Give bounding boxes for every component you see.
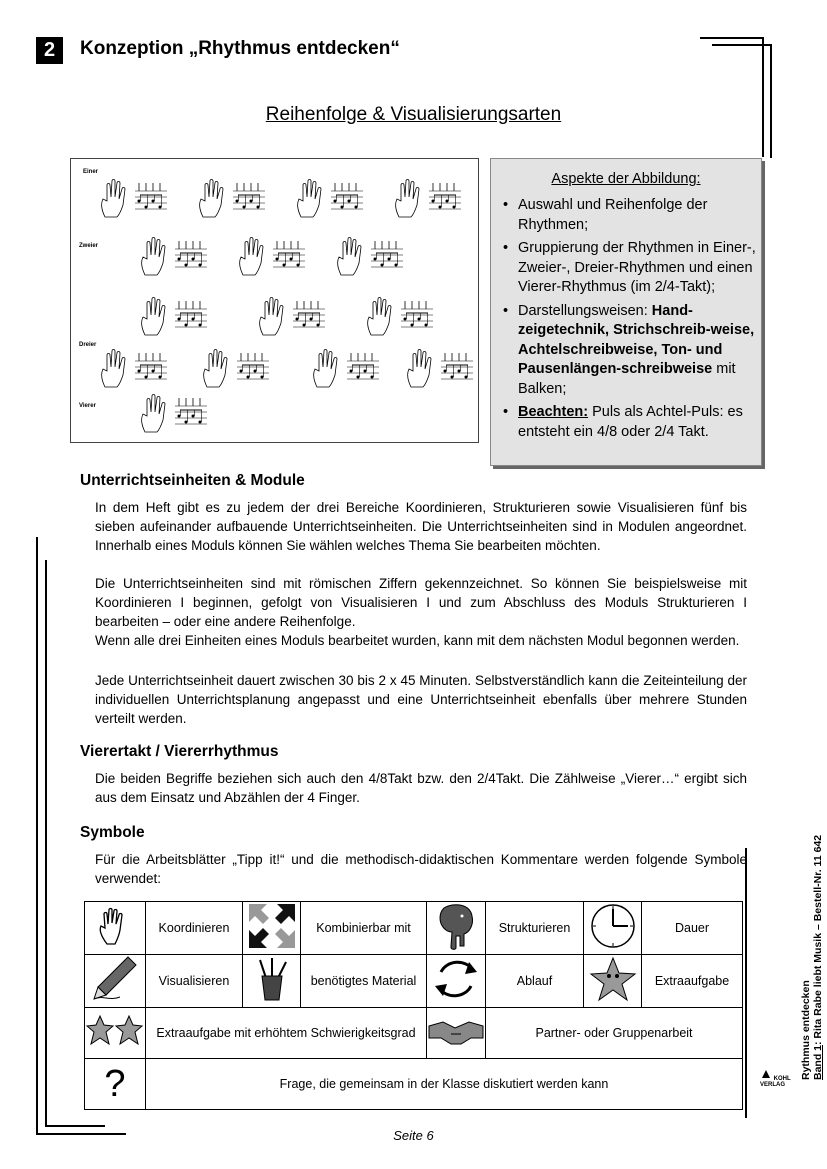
chapter-number: 2 (36, 37, 63, 64)
notation-mark (257, 206, 260, 209)
notation-mark (254, 370, 257, 373)
notation-mark (310, 318, 313, 321)
list-item: • Auswahl und Reihenfolge der Rhythmen; (501, 196, 756, 235)
notation-mark (296, 318, 299, 321)
notation-mark (290, 258, 293, 261)
notation-mark (341, 206, 344, 209)
symbol-label: Extraaufgabe mit erhöhtem Schwierigkeitsgrad (146, 1008, 427, 1059)
notation-mark (357, 376, 360, 379)
notation-mark (178, 258, 181, 261)
notation-mark (250, 200, 253, 203)
elephant-icon (427, 902, 486, 955)
notation-mark (283, 264, 286, 267)
notation-mark (371, 376, 374, 379)
symbol-label: benötigtes Material (301, 955, 427, 1008)
chapter-title: Konzeption „Rhythmus entdecken“ (80, 38, 400, 59)
figure-label: Vierer (79, 403, 96, 409)
notation-mark (368, 298, 433, 336)
side-publication-info: Rythmus entdecken Band 1: Rita Rabe liebt Musik – Bestell-Nr. 11 642 (800, 834, 824, 1080)
paragraph: Wenn alle drei Einheiten eines Moduls bearbeitet wurden, kann mit dem nächsten Modul begonnen werden. (95, 633, 740, 648)
list-item: • Beachten: Puls als Achtel-Puls: es entsteht ein 4/8 oder 2/4 Takt. (501, 403, 756, 442)
section-heading: Unterrichtseinheiten & Module (80, 472, 305, 489)
notation-mark (276, 258, 279, 261)
symbol-label: Strukturieren (486, 902, 584, 955)
notation-mark (199, 421, 202, 424)
notation-mark (348, 200, 351, 203)
symbols-table (84, 901, 743, 1110)
notation-mark (364, 370, 367, 373)
notation-mark (411, 324, 414, 327)
section-subtitle: Reihenfolge & Visualisierungsarten (265, 104, 562, 125)
hand-icon (85, 902, 146, 955)
notation-mark (178, 415, 181, 418)
notation-mark (240, 238, 263, 276)
notation-mark (425, 324, 428, 327)
notation-mark (418, 318, 421, 321)
notation-mark (102, 350, 167, 388)
notation-mark (303, 324, 306, 327)
notation-mark (395, 264, 398, 267)
publisher-logo: KOHL VERLAG (760, 1068, 800, 1088)
aspects-list (501, 196, 756, 446)
section-heading: Vierertakt / Viererrhythmus (80, 743, 279, 760)
section-heading: Symbole (80, 824, 145, 841)
notation-mark (298, 180, 363, 218)
notation-mark (240, 370, 243, 373)
symbol-label: Partner- oder Gruppenarbeit (486, 1008, 743, 1059)
aspects-box (490, 158, 762, 466)
handshake-icon (427, 1008, 486, 1059)
notation-mark (451, 376, 454, 379)
symbol-label: Koordinieren (146, 902, 243, 955)
notation-mark (204, 350, 227, 388)
notation-mark (446, 200, 449, 203)
notation-mark (243, 206, 246, 209)
notation-mark (368, 298, 391, 336)
notation-mark (142, 238, 165, 276)
frame-line (36, 537, 38, 1134)
notation-mark (314, 350, 379, 388)
notation-mark (260, 298, 283, 336)
symbol-label: Dauer (642, 902, 743, 955)
notation-mark (408, 350, 431, 388)
notation-mark (404, 318, 407, 321)
list-item: • Darstellungsweisen: Hand-zeigetechnik, Strichschreib-weise, Achtelschreibweise, Ton- und Pausenlängen-schreibweise mit Balken; (501, 302, 756, 400)
notation-mark (408, 350, 473, 388)
notation-mark (102, 180, 125, 218)
notation-mark (192, 318, 195, 321)
notation-mark (185, 421, 188, 424)
paragraph: Für die Arbeitsblätter „Tipp it!“ und die methodisch-didaktischen Kommentare werden folgende Symbole verwendet: (95, 852, 747, 886)
notation-mark (138, 370, 141, 373)
notation-mark (338, 238, 361, 276)
paragraph: Die beiden Begriffe beziehen sich auch den 4/8Takt bzw. den 2/4Takt. Die Zählweise „Vierer…“ ergibt sich aus dem Einsatz und Abzählen der 4 Finger. (95, 771, 747, 805)
notation-mark (374, 258, 377, 261)
paragraph: In dem Heft gibt es zu jedem der drei Bereiche Koordinieren, Strukturieren sowie Visualisieren fünf bis sieben aufeinander aufbauende Unterrichtseinheiten. Die Unterrichtseinheiten sind in Modulen angeordnet. Innerhalb eines Moduls können Sie wählen welches Thema Sie bearbeiten möchten. (95, 500, 747, 553)
notation-mark (185, 264, 188, 267)
aspects-title: Aspekte der Abbildung: (551, 171, 701, 187)
notation-mark (465, 376, 468, 379)
clock-icon (584, 902, 642, 955)
notation-mark (432, 200, 435, 203)
symbol-label: Frage, die gemeinsam in der Klasse diskutiert werden kann (146, 1059, 743, 1110)
rhythm-notation-graphic (71, 159, 476, 440)
frame-line (770, 44, 772, 158)
notation-mark (145, 206, 148, 209)
notation-mark (260, 298, 325, 336)
notation-mark (240, 238, 305, 276)
notation-mark (439, 206, 442, 209)
symbol-label: Extraaufgabe (642, 955, 743, 1008)
symbol-label: Kombinierbar mit (301, 902, 427, 955)
notation-mark (142, 395, 207, 433)
notation-mark (192, 415, 195, 418)
list-item: • Gruppierung der Rhythmen in Einer-, Zweier-, Dreier-Rhythmen und einen Vierer-Rhythmus (im 2/4-Takt); (501, 239, 756, 298)
notation-mark (192, 258, 195, 261)
figure-label: Dreier (79, 342, 97, 348)
notation-mark (458, 370, 461, 373)
notation-mark (138, 200, 141, 203)
notation-mark (204, 350, 269, 388)
notation-mark (261, 376, 264, 379)
symbol-label: Ablauf (486, 955, 584, 1008)
rhythm-figure (70, 158, 479, 443)
frame-line (45, 560, 47, 1126)
notation-mark (453, 206, 456, 209)
page-number: Seite 6 (393, 1128, 434, 1143)
notation-mark (200, 180, 223, 218)
notation-mark (159, 376, 162, 379)
notation-mark (142, 238, 207, 276)
notation-mark (102, 350, 125, 388)
figure-label: Einer (83, 169, 99, 175)
notation-mark (338, 238, 403, 276)
notation-mark (396, 180, 461, 218)
notation-mark (200, 180, 265, 218)
frame-line (745, 848, 747, 1118)
notation-mark (317, 324, 320, 327)
star-icon (584, 955, 642, 1008)
notation-mark (350, 370, 353, 373)
notation-mark (381, 264, 384, 267)
paragraph: Jede Unterrichtseinheit dauert zwischen 30 bis 2 x 45 Minuten. Selbstverständlich kann die Zeiteinteilung der individuellen Unterrichtsplanung angepasst und eine Unterrichtseinheit ebenfalls über mehrere Stunden verteilt werden. (95, 673, 747, 726)
notation-mark (142, 298, 165, 336)
notation-mark (199, 264, 202, 267)
notation-mark (388, 258, 391, 261)
two-stars-icon (85, 1008, 146, 1059)
notation-mark (142, 395, 165, 433)
frame-line (762, 37, 764, 157)
arrows-icon (243, 902, 301, 955)
figure-label: Zweier (79, 243, 99, 249)
frame-line (700, 37, 762, 39)
notation-mark (142, 298, 207, 336)
frame-line (45, 1125, 105, 1127)
notation-mark (199, 324, 202, 327)
cycle-icon (427, 955, 486, 1008)
notation-mark (145, 376, 148, 379)
notation-mark (334, 200, 337, 203)
notation-mark (355, 206, 358, 209)
notation-mark (297, 264, 300, 267)
notation-mark (444, 370, 447, 373)
notation-mark (178, 318, 181, 321)
notation-mark (236, 200, 239, 203)
notation-mark (247, 376, 250, 379)
notation-mark (298, 180, 321, 218)
notation-mark (152, 200, 155, 203)
cup-icon (243, 955, 301, 1008)
question-icon: ? (85, 1059, 146, 1110)
notation-mark (102, 180, 167, 218)
notation-mark (396, 180, 419, 218)
paragraph: Die Unterrichtseinheiten sind mit römischen Ziffern gekennzeichnet. So können Sie beispielsweise mit Koordinieren I beginnen, gefolgt von Visualisieren I und zum Abschluss des Moduls Strukturieren I bearbeiten – oder eine andere Reihenfolge. (95, 576, 747, 629)
notation-mark (159, 206, 162, 209)
symbol-label: Visualisieren (146, 955, 243, 1008)
notation-mark (185, 324, 188, 327)
notation-mark (152, 370, 155, 373)
notation-mark (314, 350, 337, 388)
pencil-icon (85, 955, 146, 1008)
